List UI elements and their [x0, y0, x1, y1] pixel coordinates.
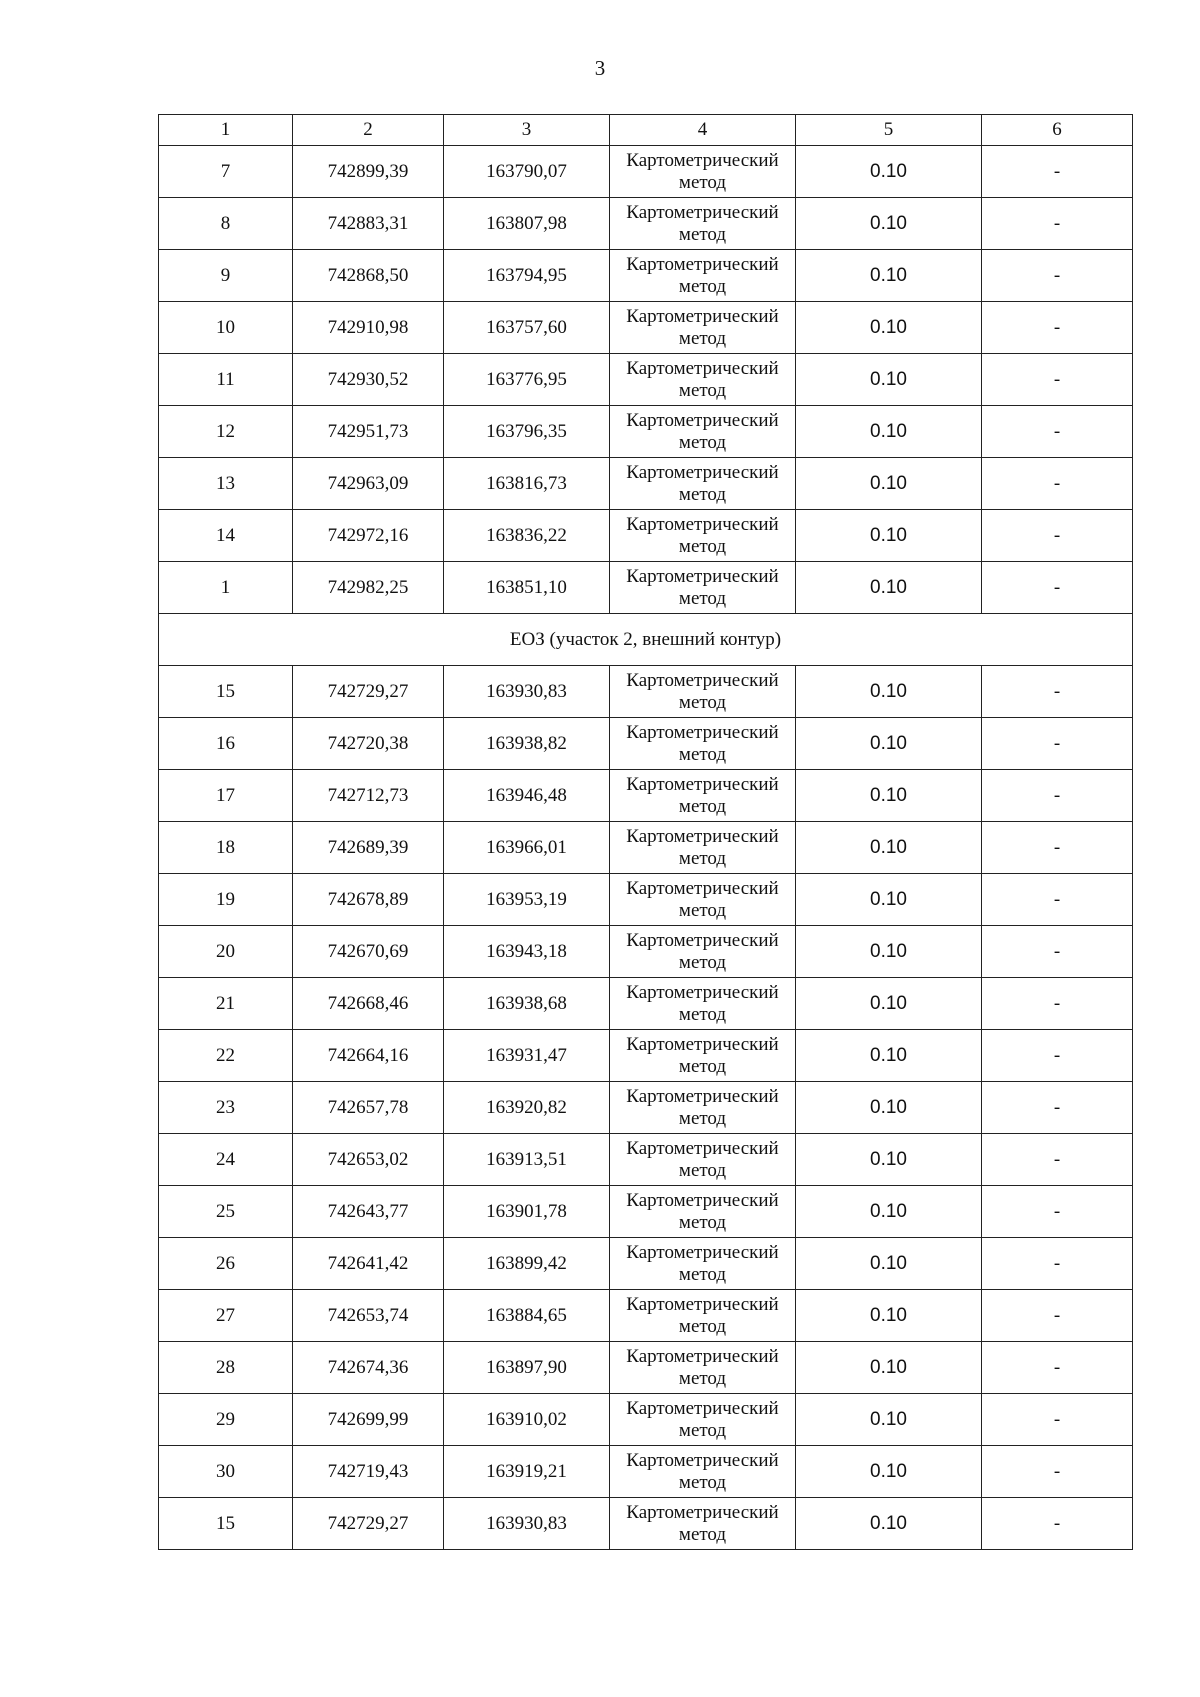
y-coordinate-cell: 163931,47 [444, 1030, 610, 1082]
method-text-line: Картометрический [626, 565, 779, 587]
point-number-cell: 25 [159, 1186, 293, 1238]
table-row [159, 1394, 1133, 1446]
method-text-line: метод [678, 535, 727, 557]
y-coordinate-cell: 163897,90 [444, 1342, 610, 1394]
method-text-line: метод [678, 743, 727, 765]
note-cell: - [982, 1030, 1133, 1082]
y-coordinate-cell: 163757,60 [444, 302, 610, 354]
accuracy-cell: 0.10 [796, 1342, 982, 1394]
table-row [159, 926, 1133, 978]
point-number-cell: 1 [159, 562, 293, 614]
table-row [159, 874, 1133, 926]
y-coordinate-cell: 163884,65 [444, 1290, 610, 1342]
method-text-line: метод [678, 587, 727, 609]
method-text-line: Картометрический [626, 825, 779, 847]
x-coordinate-cell: 742729,27 [293, 1498, 444, 1550]
method-text-line: метод [678, 1523, 727, 1545]
method-cell [610, 770, 796, 822]
accuracy-cell: 0.10 [796, 718, 982, 770]
table-row [159, 146, 1133, 198]
method-text-line: Картометрический [626, 1137, 779, 1159]
method-text-line: метод [678, 1315, 727, 1337]
table-row [159, 1186, 1133, 1238]
table-row [159, 1238, 1133, 1290]
note-cell: - [982, 198, 1133, 250]
column-header: 6 [982, 115, 1133, 146]
note-cell: - [982, 978, 1133, 1030]
accuracy-cell: 0.10 [796, 458, 982, 510]
method-cell [610, 1446, 796, 1498]
header-row [159, 115, 1133, 146]
x-coordinate-cell: 742689,39 [293, 822, 444, 874]
point-number-cell: 27 [159, 1290, 293, 1342]
x-coordinate-cell: 742868,50 [293, 250, 444, 302]
point-number-cell: 11 [159, 354, 293, 406]
point-number-cell: 17 [159, 770, 293, 822]
x-coordinate-cell: 742678,89 [293, 874, 444, 926]
method-cell [610, 718, 796, 770]
table-row [159, 978, 1133, 1030]
method-text-line: Картометрический [626, 929, 779, 951]
y-coordinate-cell: 163919,21 [444, 1446, 610, 1498]
x-coordinate-cell: 742972,16 [293, 510, 444, 562]
y-coordinate-cell: 163946,48 [444, 770, 610, 822]
method-text-line: Картометрический [626, 201, 779, 223]
note-cell: - [982, 510, 1133, 562]
note-cell: - [982, 562, 1133, 614]
table-row [159, 1290, 1133, 1342]
method-text-line: Картометрический [626, 1501, 779, 1523]
method-cell [610, 302, 796, 354]
column-header: 1 [159, 115, 293, 146]
point-number-cell: 15 [159, 1498, 293, 1550]
y-coordinate-cell: 163794,95 [444, 250, 610, 302]
point-number-cell: 26 [159, 1238, 293, 1290]
accuracy-cell: 0.10 [796, 1290, 982, 1342]
accuracy-cell: 0.10 [796, 926, 982, 978]
table-row [159, 666, 1133, 718]
method-cell [610, 406, 796, 458]
note-cell: - [982, 1342, 1133, 1394]
x-coordinate-cell: 742963,09 [293, 458, 444, 510]
method-text-line: метод [678, 899, 727, 921]
page-number: 3 [594, 56, 606, 80]
method-cell [610, 354, 796, 406]
x-coordinate-cell: 742699,99 [293, 1394, 444, 1446]
point-number-cell: 21 [159, 978, 293, 1030]
x-coordinate-cell: 742883,31 [293, 198, 444, 250]
point-number-cell: 10 [159, 302, 293, 354]
method-text-line: Картометрический [626, 305, 779, 327]
method-text-line: Картометрический [626, 1085, 779, 1107]
point-number-cell: 20 [159, 926, 293, 978]
accuracy-cell: 0.10 [796, 510, 982, 562]
method-text-line: Картометрический [626, 1293, 779, 1315]
x-coordinate-cell: 742982,25 [293, 562, 444, 614]
table-row [159, 1134, 1133, 1186]
method-text-line: Картометрический [626, 1241, 779, 1263]
table-row [159, 562, 1133, 614]
note-cell: - [982, 718, 1133, 770]
method-cell [610, 822, 796, 874]
y-coordinate-cell: 163930,83 [444, 666, 610, 718]
accuracy-cell: 0.10 [796, 1394, 982, 1446]
note-cell: - [982, 406, 1133, 458]
y-coordinate-cell: 163790,07 [444, 146, 610, 198]
method-text-line: метод [678, 483, 727, 505]
point-number-cell: 14 [159, 510, 293, 562]
y-coordinate-cell: 163796,35 [444, 406, 610, 458]
method-text-line: Картометрический [626, 357, 779, 379]
note-cell: - [982, 1186, 1133, 1238]
y-coordinate-cell: 163776,95 [444, 354, 610, 406]
method-text-line: Картометрический [626, 513, 779, 535]
y-coordinate-cell: 163966,01 [444, 822, 610, 874]
method-text-line: метод [678, 1419, 727, 1441]
x-coordinate-cell: 742641,42 [293, 1238, 444, 1290]
accuracy-cell: 0.10 [796, 1186, 982, 1238]
method-text-line: Картометрический [626, 1189, 779, 1211]
point-number-cell: 28 [159, 1342, 293, 1394]
accuracy-cell: 0.10 [796, 562, 982, 614]
table-row [159, 1446, 1133, 1498]
note-cell: - [982, 1290, 1133, 1342]
method-cell [610, 146, 796, 198]
x-coordinate-cell: 742720,38 [293, 718, 444, 770]
x-coordinate-cell: 742643,77 [293, 1186, 444, 1238]
table-row [159, 354, 1133, 406]
note-cell: - [982, 1446, 1133, 1498]
method-text-line: метод [678, 1263, 727, 1285]
method-text-line: Картометрический [626, 773, 779, 795]
x-coordinate-cell: 742712,73 [293, 770, 444, 822]
method-text-line: метод [678, 847, 727, 869]
note-cell: - [982, 822, 1133, 874]
x-coordinate-cell: 742910,98 [293, 302, 444, 354]
accuracy-cell: 0.10 [796, 406, 982, 458]
accuracy-cell: 0.10 [796, 822, 982, 874]
x-coordinate-cell: 742653,74 [293, 1290, 444, 1342]
method-cell [610, 198, 796, 250]
y-coordinate-cell: 163807,98 [444, 198, 610, 250]
note-cell: - [982, 1082, 1133, 1134]
y-coordinate-cell: 163851,10 [444, 562, 610, 614]
y-coordinate-cell: 163938,82 [444, 718, 610, 770]
y-coordinate-cell: 163913,51 [444, 1134, 610, 1186]
method-cell [610, 978, 796, 1030]
table-row [159, 1498, 1133, 1550]
note-cell: - [982, 302, 1133, 354]
y-coordinate-cell: 163930,83 [444, 1498, 610, 1550]
point-number-cell: 15 [159, 666, 293, 718]
method-text-line: Картометрический [626, 1397, 779, 1419]
coordinates-table [158, 114, 1133, 1550]
method-cell [610, 1342, 796, 1394]
method-text-line: метод [678, 171, 727, 193]
method-text-line: Картометрический [626, 253, 779, 275]
table-row [159, 1342, 1133, 1394]
column-header: 4 [610, 115, 796, 146]
table-row [159, 510, 1133, 562]
note-cell: - [982, 250, 1133, 302]
accuracy-cell: 0.10 [796, 1446, 982, 1498]
table-row [159, 302, 1133, 354]
table-row [159, 250, 1133, 302]
method-cell [610, 1082, 796, 1134]
point-number-cell: 12 [159, 406, 293, 458]
accuracy-cell: 0.10 [796, 874, 982, 926]
method-text-line: метод [678, 223, 727, 245]
method-cell [610, 926, 796, 978]
note-cell: - [982, 770, 1133, 822]
x-coordinate-cell: 742899,39 [293, 146, 444, 198]
point-number-cell: 24 [159, 1134, 293, 1186]
method-text-line: Картометрический [626, 149, 779, 171]
accuracy-cell: 0.10 [796, 978, 982, 1030]
column-header: 5 [796, 115, 982, 146]
point-number-cell: 7 [159, 146, 293, 198]
section-title: ЕОЗ (участок 2, внешний контур) [159, 614, 1133, 666]
y-coordinate-cell: 163938,68 [444, 978, 610, 1030]
method-text-line: Картометрический [626, 461, 779, 483]
table-row [159, 406, 1133, 458]
y-coordinate-cell: 163899,42 [444, 1238, 610, 1290]
note-cell: - [982, 354, 1133, 406]
method-text-line: Картометрический [626, 877, 779, 899]
method-cell [610, 1238, 796, 1290]
method-cell [610, 458, 796, 510]
method-text-line: Картометрический [626, 669, 779, 691]
column-header: 2 [293, 115, 444, 146]
table-row [159, 822, 1133, 874]
method-text-line: метод [678, 379, 727, 401]
method-text-line: метод [678, 951, 727, 973]
method-text-line: метод [678, 1107, 727, 1129]
note-cell: - [982, 874, 1133, 926]
note-cell: - [982, 1394, 1133, 1446]
note-cell: - [982, 458, 1133, 510]
y-coordinate-cell: 163943,18 [444, 926, 610, 978]
method-cell [610, 874, 796, 926]
method-cell [610, 1290, 796, 1342]
x-coordinate-cell: 742930,52 [293, 354, 444, 406]
table-row [159, 718, 1133, 770]
point-number-cell: 23 [159, 1082, 293, 1134]
x-coordinate-cell: 742729,27 [293, 666, 444, 718]
method-text-line: Картометрический [626, 721, 779, 743]
point-number-cell: 22 [159, 1030, 293, 1082]
method-text-line: метод [678, 795, 727, 817]
x-coordinate-cell: 742674,36 [293, 1342, 444, 1394]
method-text-line: Картометрический [626, 409, 779, 431]
point-number-cell: 13 [159, 458, 293, 510]
point-number-cell: 18 [159, 822, 293, 874]
y-coordinate-cell: 163910,02 [444, 1394, 610, 1446]
note-cell: - [982, 666, 1133, 718]
method-cell [610, 666, 796, 718]
table-row [159, 1082, 1133, 1134]
note-cell: - [982, 1238, 1133, 1290]
accuracy-cell: 0.10 [796, 1238, 982, 1290]
method-text-line: метод [678, 1367, 727, 1389]
y-coordinate-cell: 163953,19 [444, 874, 610, 926]
x-coordinate-cell: 742719,43 [293, 1446, 444, 1498]
y-coordinate-cell: 163920,82 [444, 1082, 610, 1134]
accuracy-cell: 0.10 [796, 354, 982, 406]
table-row [159, 198, 1133, 250]
method-text-line: Картометрический [626, 1033, 779, 1055]
method-text-line: метод [678, 327, 727, 349]
method-text-line: Картометрический [626, 981, 779, 1003]
table-row [159, 770, 1133, 822]
method-cell [610, 1394, 796, 1446]
x-coordinate-cell: 742653,02 [293, 1134, 444, 1186]
y-coordinate-cell: 163901,78 [444, 1186, 610, 1238]
method-text-line: метод [678, 1471, 727, 1493]
accuracy-cell: 0.10 [796, 302, 982, 354]
column-header: 3 [444, 115, 610, 146]
table-row [159, 458, 1133, 510]
accuracy-cell: 0.10 [796, 1030, 982, 1082]
accuracy-cell: 0.10 [796, 198, 982, 250]
accuracy-cell: 0.10 [796, 1498, 982, 1550]
accuracy-cell: 0.10 [796, 770, 982, 822]
accuracy-cell: 0.10 [796, 1134, 982, 1186]
y-coordinate-cell: 163836,22 [444, 510, 610, 562]
method-cell [610, 562, 796, 614]
table-row [159, 1030, 1133, 1082]
y-coordinate-cell: 163816,73 [444, 458, 610, 510]
method-text-line: Картометрический [626, 1345, 779, 1367]
method-text-line: метод [678, 431, 727, 453]
section-row [159, 614, 1133, 666]
point-number-cell: 30 [159, 1446, 293, 1498]
note-cell: - [982, 1134, 1133, 1186]
point-number-cell: 9 [159, 250, 293, 302]
note-cell: - [982, 146, 1133, 198]
method-text-line: метод [678, 1055, 727, 1077]
table-body [159, 115, 1133, 1550]
method-cell [610, 1134, 796, 1186]
point-number-cell: 16 [159, 718, 293, 770]
method-text-line: метод [678, 1159, 727, 1181]
note-cell: - [982, 926, 1133, 978]
point-number-cell: 19 [159, 874, 293, 926]
method-text-line: метод [678, 275, 727, 297]
accuracy-cell: 0.10 [796, 666, 982, 718]
x-coordinate-cell: 742664,16 [293, 1030, 444, 1082]
x-coordinate-cell: 742670,69 [293, 926, 444, 978]
method-text-line: метод [678, 1211, 727, 1233]
x-coordinate-cell: 742668,46 [293, 978, 444, 1030]
method-cell [610, 1498, 796, 1550]
x-coordinate-cell: 742657,78 [293, 1082, 444, 1134]
point-number-cell: 29 [159, 1394, 293, 1446]
accuracy-cell: 0.10 [796, 146, 982, 198]
method-text-line: метод [678, 691, 727, 713]
method-cell [610, 1030, 796, 1082]
method-cell [610, 510, 796, 562]
method-cell [610, 1186, 796, 1238]
accuracy-cell: 0.10 [796, 1082, 982, 1134]
method-text-line: метод [678, 1003, 727, 1025]
method-text-line: Картометрический [626, 1449, 779, 1471]
note-cell: - [982, 1498, 1133, 1550]
point-number-cell: 8 [159, 198, 293, 250]
x-coordinate-cell: 742951,73 [293, 406, 444, 458]
accuracy-cell: 0.10 [796, 250, 982, 302]
method-cell [610, 250, 796, 302]
